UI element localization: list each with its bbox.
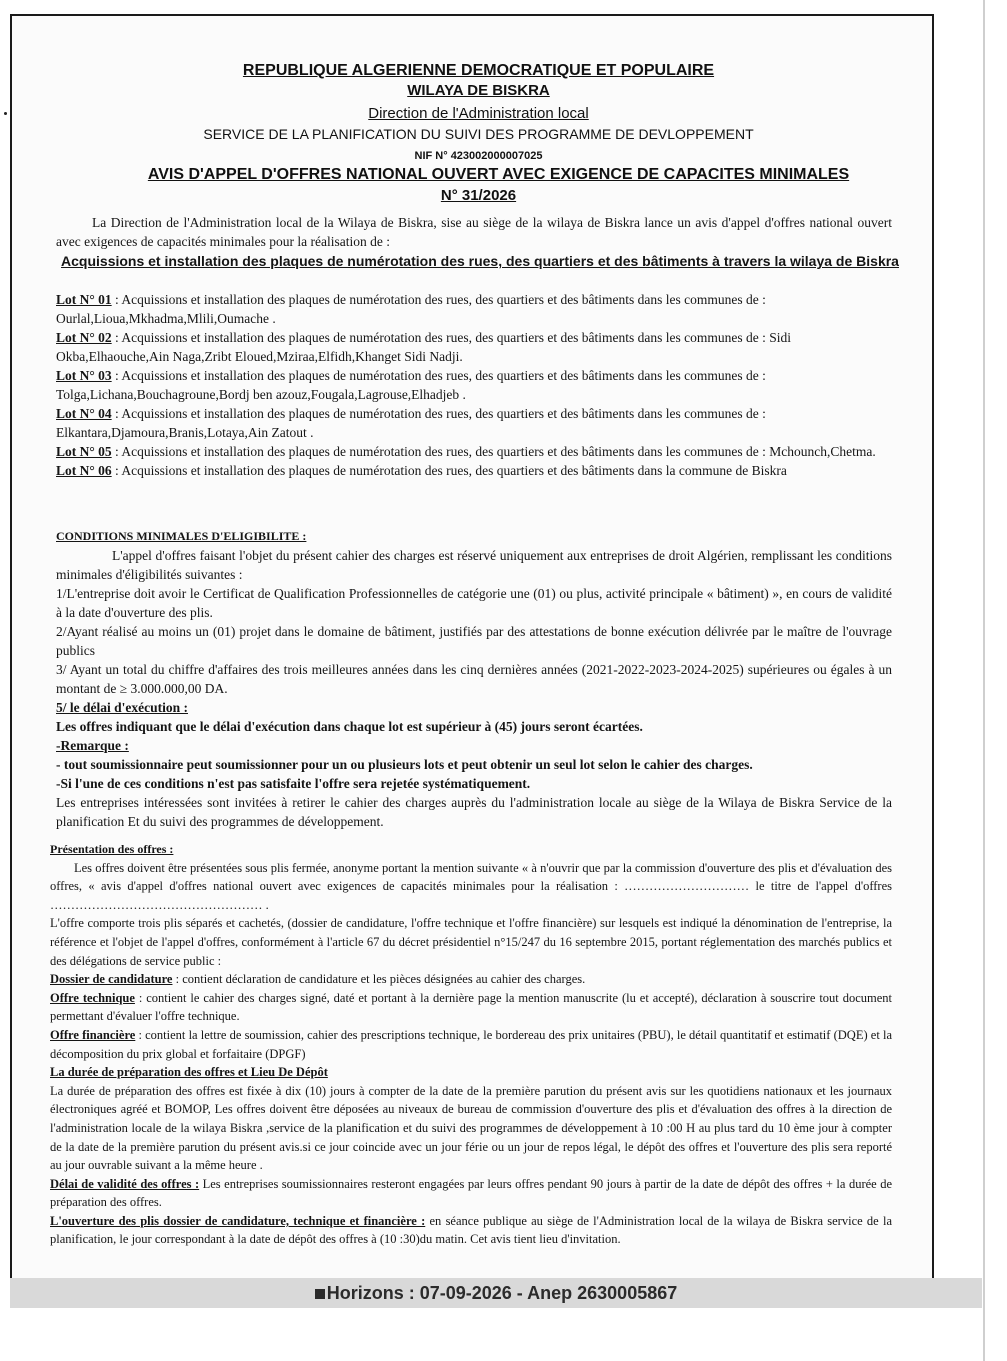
condition-3: 3/ Ayant un total du chiffre d'affaires des trois meilleures années dans les cinq dernières années (2021-2022-2023-2024-2025) supérieures ou égales à un montant de ≥ 3.000.000,00 DA. — [56, 662, 892, 696]
notice-number: N° 31/2026 — [440, 187, 517, 204]
lot-text: : Acquissions et installation des plaques de numérotation des rues, des quartiers et des bâtiments dans la commune de Biskra — [111, 463, 787, 478]
lot-item — [56, 442, 892, 461]
presentation-p1: Les offres doivent être présentées sous plis fermée, anonyme portant la mention suivante « à n'ouvrir que par la commission d'ouverture des plis et d'évaluation des offres, « avis d'appel d'offres national ouvert avec exigences de capacités minimales pour la réalisation : ………………………… le titre de l'appel d'offres …………………………………………… . — [50, 860, 892, 912]
condition-2: 2/Ayant réalisé au moins un (01) projet dans le domaine de bâtiment, justifiés par des attestations de bonne exécution délivrée par le maître de l'ouvrage publics — [56, 624, 892, 658]
intro-paragraph: La Direction de l'Administration local de la Wilaya de Biskra, sise au siège de la wilaya de Biskra lance un avis d'appel d'offres national ouvert avec exigences de capacités minimales pour la réalisation de : — [56, 215, 892, 249]
duree-text: La durée de préparation des offres est fixée à dix (10) jours à compter de la date de la première parution du présent avis sur les quotidiens nationaux et les journaux électroniques agréé et BOMOP, Les offres doivent être déposées au niveaux de bureau de commission d'ouverture des plis et d'évaluation des offres à la direction de l'administration locale de la wilaya Biskra ,service de la planification et du suivi des programmes de développement à 10 :00 H au plus tard du 10 ème jour à compter de la date de la première parution du présent avis.si ce jour coincide avec un jour férie ou un jour de repos légal, le dépôt des offres et l'ouverture des plis sera reporté au jour ouvrable suivant a la même heure . — [50, 1083, 892, 1173]
dossier-label: Dossier de candidature — [50, 972, 173, 987]
lot-item — [56, 404, 892, 442]
scan-edge-line — [983, 0, 985, 1361]
tech-line — [50, 989, 892, 1026]
subject-title: Acquissions et installation des plaques de numérotation des rues, des quartiers et des bâtiments à travers la wilaya de Biskra — [61, 253, 899, 269]
lot-item — [56, 461, 892, 480]
lot-item — [56, 290, 892, 328]
lot-label: Lot N° 03 — [56, 368, 112, 383]
lot-item — [56, 366, 892, 404]
header-service: SERVICE DE LA PLANIFICATION DU SUIVI DES PROGRAMME DE DEVLOPPEMENT — [203, 126, 754, 142]
tech-text: : contient le cahier des charges signé, daté et portant à la dernière page la mention manuscrite (lu et accepté), déclaration à souscrire tout document permettant d'évaluer l'offre technique. — [50, 990, 892, 1024]
lot-text: : Acquissions et installation des plaques de numérotation des rues, des quartiers et des bâtiments dans les communes de : Elkantara,Djamoura,Branis,Lotaya,Ain Zatout . — [56, 406, 766, 440]
retrait-text: Les entreprises intéressées sont invitées à retirer le cahier des charges auprès du l'administration locale au siège de la Wilaya de Biskra Service de la planification Et du suivi des programmes de développement. — [56, 795, 892, 829]
header-republic: REPUBLIQUE ALGERIENNE DEMOCRATIQUE ET POPULAIRE — [242, 62, 715, 79]
ouverture-text: en séance publique au siège de l'Administration local de la wilaya de Biskra service de la planification, le jour correspondant à la date de dépôt des offres à (10 :30)du matin. Cet avis tient lieu d'invitation. — [50, 1213, 893, 1247]
lot-label: Lot N° 06 — [56, 463, 112, 478]
square-bullet-icon — [315, 1289, 325, 1299]
publication-footer — [10, 1278, 982, 1308]
header-wilaya: WILAYA DE BISKRA — [407, 82, 550, 99]
validite-text: Les entreprises soumissionnaires resteront engagées par leurs offres pendant 90 jours à partir de la date de dépôt des offres + la durée de préparation des offres. — [50, 1176, 892, 1210]
lot-label: Lot N° 02 — [56, 330, 112, 345]
fin-line — [50, 1026, 892, 1063]
lot-text: : Acquissions et installation des plaques de numérotation des rues, des quartiers et des bâtiments dans les communes de : Mchounch,Chetma. — [111, 444, 876, 459]
dossier-text: : contient déclaration de candidature et les pièces désignées au cahier des charges. — [172, 972, 586, 987]
lots-list — [56, 290, 892, 480]
notice-title: AVIS D'APPEL D'OFFRES NATIONAL OUVERT AVEC EXIGENCE DE CAPACITES MINIMALES — [147, 166, 850, 183]
remarque-2: -Si l'une de ces conditions n'est pas satisfaite l'offre sera rejetée systématiquement. — [56, 776, 531, 791]
remarque-label: -Remarque : — [56, 738, 129, 753]
condition-1: 1/L'entreprise doit avoir le Certificat de Qualification Professionnelles de catégorie une (01) ou plus, activité principale « bâtiment) », en cours de validité à la date d'ouverture des plis. — [56, 586, 892, 620]
fin-label: Offre financière — [50, 1027, 136, 1042]
validite-label: Délai de validité des offres : — [50, 1176, 200, 1191]
lot-item — [56, 328, 892, 366]
validite-line — [50, 1175, 892, 1212]
tech-label: Offre technique — [50, 990, 135, 1005]
lot-label: Lot N° 01 — [56, 292, 112, 307]
delai-label: 5/ le délai d'exécution : — [56, 700, 188, 715]
lot-text: : Acquissions et installation des plaques de numérotation des rues, des quartiers et des bâtiments dans les communes de : Ourlal,Lioua,Mkhadma,Mlili,Oumache . — [56, 292, 766, 326]
presentation-heading: Présentation des offres : — [50, 842, 174, 856]
header-direction: Direction de l'Administration local — [368, 105, 589, 122]
footer-text: Horizons : 07-09-2026 - Anep 2630005867 — [326, 1283, 678, 1303]
conditions-intro: L'appel d'offres faisant l'objet du présent cahier des charges est réservé uniquement aux entreprises de droit Algérien, remplissant les conditions minimales d'éligibilités suivantes : — [56, 548, 892, 582]
fin-text: : contient la lettre de soumission, cahier des prescriptions technique, le bordereau des prix unitaires (PBU), le détail quantitatif et estimatif (DQE) et la décomposition du prix global et forfaitaire (DPGF) — [50, 1027, 893, 1061]
lot-text: : Acquissions et installation des plaques de numérotation des rues, des quartiers et des bâtiments dans les communes de : Sidi Okba,Elhaouche,Ain Naga,Zribt Eloued,Mziraa,Elfidh,Khanget Sidi Nadji. — [56, 330, 792, 364]
conditions-heading: CONDITIONS MINIMALES D'ELIGIBILITE : — [56, 529, 307, 543]
presentation-p2: L'offre comporte trois plis séparés et cachetés, (dossier de candidature, l'offre technique et l'offre financière) sur lesquels est indiqué la dénomination de l'entreprise, la référence et l'objet de l'appel d'offres, conformément à l'article 67 du décret présidentiel n°15/247 du 16 septembre 2015, portant réglementation des marchés publics et des délégations de service public : — [50, 916, 892, 968]
dossier-line — [50, 970, 892, 989]
lot-text: : Acquissions et installation des plaques de numérotation des rues, des quartiers et des bâtiments dans les communes de : Tolga,Lichana,Bouchagroune,Bordj ben azouz,Fougala,Lagrouse,Elhadjeb . — [56, 368, 766, 402]
conditions-section — [56, 527, 892, 831]
delai-text: Les offres indiquant que le délai d'exécution dans chaque lot est supérieur à (45) jours seront écartées. — [56, 719, 643, 734]
ouverture-label: L'ouverture des plis dossier de candidature, technique et financière : — [50, 1213, 426, 1228]
ouverture-line — [50, 1212, 892, 1249]
lot-label: Lot N° 05 — [56, 444, 112, 459]
header-nif: NIF N° 423002000007025 — [414, 150, 543, 162]
lot-label: Lot N° 04 — [56, 406, 112, 421]
duree-heading: La durée de préparation des offres et Lieu De Dépôt — [50, 1065, 328, 1080]
presentation-section — [50, 840, 892, 1249]
remarque-1: - tout soumissionnaire peut soumissionner pour un ou plusieurs lots et peut obtenir un seul lot selon le cahier des charges. — [56, 757, 753, 772]
